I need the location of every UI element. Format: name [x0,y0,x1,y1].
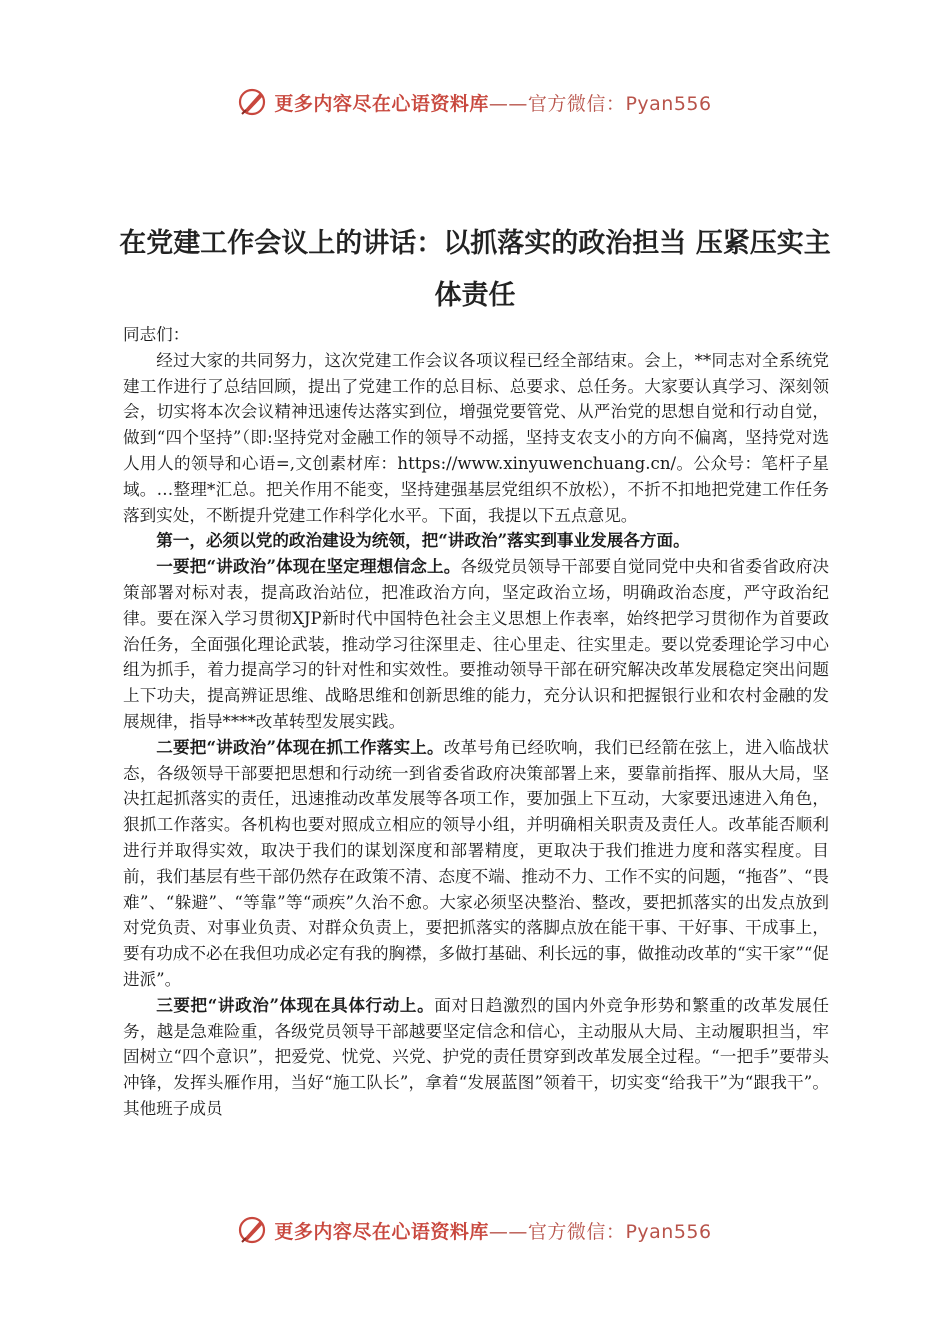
banner-text: 更多内容尽在心语资料库——官方微信：Pyan556 [274,92,712,115]
document-body [123,322,829,1122]
point-paragraph: 二要把“讲政治”体现在抓工作落实上。改革号角已经吹响，我们已经箭在弦上，进入临战状态，各级领导干部要把思想和行动统一到省委省政府决策部署上来，要靠前指挥、服从大局，坚决扛起抓落实的责任，迅速推动改革发展等各项工作，要加强上下互动，大家要迅速进入角色，狠抓工作落实。各机构也要对照成立相应的领导小组，并明确相关职责及责任人。改革能否顺利进行并取得实效，取决于我们的谋划深度和部署精度，更取决于我们推进力度和落实程度。目前，我们基层有些干部仍然存在政策不清、态度不端、推动不力、工作不实的问题，“拖沓”、“畏难”、“躲避”、“等靠”等“顽疾”久治不愈。大家必须坚决整治、整改，要把抓落实的出发点放到对党负责、对事业负责、对群众负责上，要把抓落实的落脚点放在能干事、干好事、干成事上，要有功成不必在我但功成必定有我的胸襟，多做打基础、利长远的事，做推动改革的“实干家”“促进派”。 [123,736,829,989]
document-title: 在党建工作会议上的讲话：以抓落实的政治担当 压紧压实主体责任 [119,228,831,311]
brush-logo-icon [238,87,268,117]
point-paragraph: 一要把“讲政治”体现在坚定理想信念上。各级党员领导干部要自觉同党中央和省委省政府决策部署对标对表，提高政治站位，把准政治方向，坚定政治立场，明确政治态度，严守政治纪律。要在深入学习贯彻XJP新时代中国特色社会主义思想上作表率，始终把学习贯彻作为首要政治任务，全面强化理论武装，推动学习往深里走、往心里走、往实里走。要以党委理论学习中心组为抓手，着力提高学习的针对性和实效性。要推动领导干部在研究解决改革发展稳定突出问题上下功夫，提高辨证思维、战略思维和创新思维的能力，充分认识和把握银行业和农村金融的发展规律，指导****改革转型发展实践。 [123,556,830,731]
point-paragraph: 三要把“讲政治”体现在具体行动上。面对日趋激烈的国内外竞争形势和繁重的改革发展任务，越是急难险重，各级党员领导干部越要坚定信念和信心，主动服从大局、主动履职担当，牢固树立“四个意识”，把爱党、忧党、兴党、护党的责任贯穿到改革发展全过程。“一把手”要带头冲锋，发挥头雁作用，当好“施工队长”，拿着“发展蓝图”领着干，切实变“给我干”为“跟我干”。其他班子成员 [123,994,829,1118]
header-watermark-banner [0,82,950,122]
banner-text: 更多内容尽在心语资料库——官方微信：Pyan556 [274,1220,712,1243]
intro-paragraph: 经过大家的共同努力，这次党建工作会议各项议程已经全部结束。会上，**同志对全系统党建工作进行了总结回顾，提出了党建工作的总目标、总要求、总任务。大家要认真学习、深刻领会，切实将本次会议精神迅速传达落实到位，增强党要管党、从严治党的思想自觉和行动自觉，做到“四个坚持”（即:坚持党对金融工作的领导不动摇，坚持支农支小的方向不偏离，坚持党对选人用人的领导和心语=,文创素材库：https://www.xinyuwenchuang.cn/。公众号：笔杆子星域。…整理*汇总。把关作用不能变，坚持建强基层党组织不放松），不折不扣地把党建工作任务落到实处，不断提升党建工作科学化水平。下面，我提以下五点意见。 [123,350,829,525]
brush-logo-icon [238,1215,268,1245]
footer-watermark-banner [0,1210,950,1250]
section-heading: 第一，必须以党的政治建设为统领，把“讲政治”落实到事业发展各方面。 [156,530,690,551]
salutation: 同志们： [123,325,190,344]
